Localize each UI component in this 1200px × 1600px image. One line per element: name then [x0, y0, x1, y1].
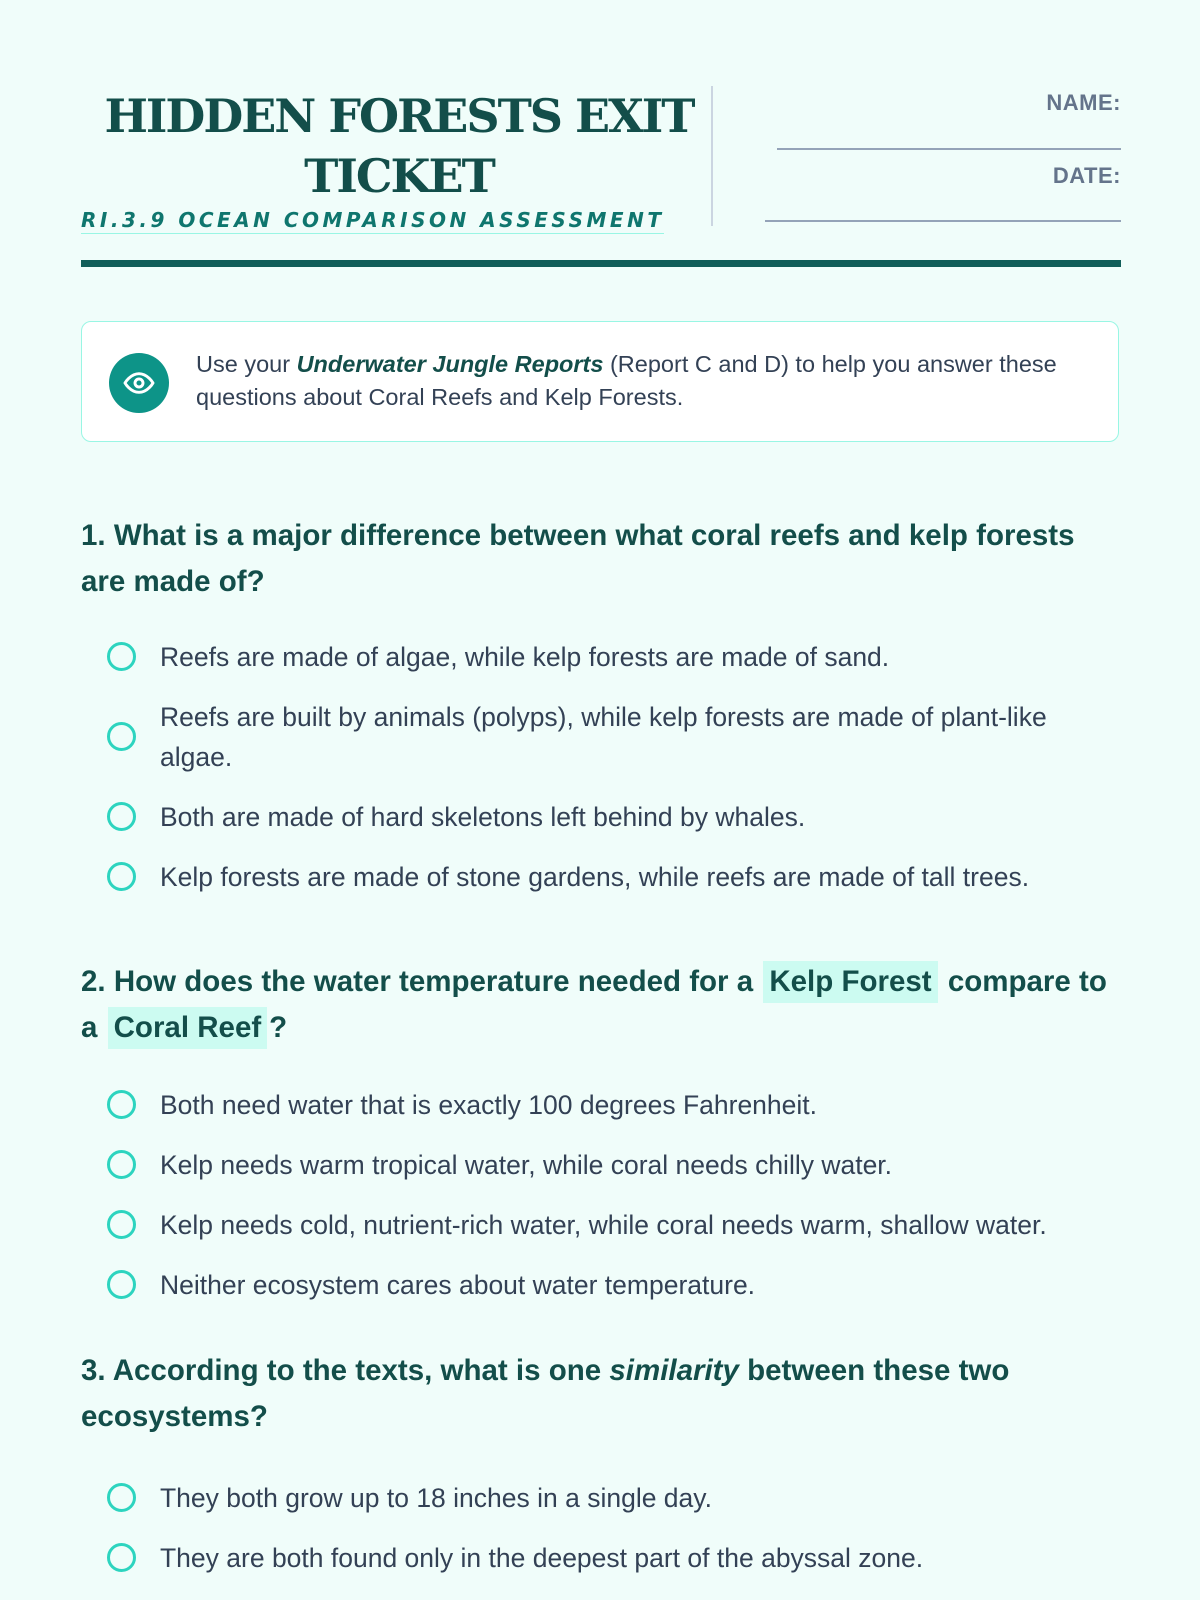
date-field-line[interactable] — [765, 220, 1121, 222]
answer-option-text: Both need water that is exactly 100 degrees Fahrenheit. — [160, 1090, 818, 1120]
header-divider — [711, 86, 713, 226]
header — [81, 86, 1121, 270]
question-3 — [81, 1348, 1126, 1573]
answer-option-text: Kelp forests are made of stone gardens, while reefs are made of tall trees. — [160, 862, 1030, 892]
question-3-number: 3. — [81, 1354, 106, 1387]
question-3-prompt-end: between these two ecosystems? — [81, 1354, 1010, 1433]
question-1-prompt: What is a major difference between what coral reefs and kelp forests are made of? — [81, 519, 1075, 598]
header-rule — [81, 260, 1121, 267]
answer-option-text: Kelp needs cold, nutrient-rich water, while coral needs warm, shallow water. — [160, 1210, 1047, 1240]
instructions-text-end: (Report C and D) to help you answer these questions about Coral Reefs and Kelp Forests. — [196, 351, 1057, 410]
question-1-text — [81, 513, 1126, 605]
answer-option-text: Reefs are made of algae, while kelp forests are made of sand. — [160, 642, 890, 672]
radio-button[interactable] — [107, 722, 136, 751]
question-3-text — [81, 1348, 1126, 1440]
radio-button[interactable] — [107, 862, 136, 891]
answer-option-text: Both are made of hard skeletons left behind by whales. — [160, 802, 806, 832]
question-2 — [81, 959, 1126, 1300]
report-title: Underwater Jungle Reports — [296, 351, 604, 377]
question-2-prompt-middle: compare to a — [81, 965, 1107, 1044]
instructions-text — [196, 348, 1096, 414]
name-label: NAME: — [1046, 90, 1121, 115]
radio-button[interactable] — [107, 1483, 136, 1512]
page-subtitle: RI.3.9 OCEAN COMPARISON ASSESSMENT — [81, 208, 665, 232]
kelp-forest-highlight: Kelp Forest — [763, 961, 937, 1003]
question-2-text — [81, 959, 1126, 1051]
radio-button[interactable] — [107, 1543, 136, 1572]
page-title: HIDDEN FORESTS EXIT TICKET — [104, 89, 694, 203]
question-1 — [81, 513, 1126, 892]
question-2-prompt-start: How does the water temperature needed for a — [113, 965, 754, 998]
coral-reef-highlight: Coral Reef — [108, 1007, 268, 1049]
question-3-prompt-start: According to the texts, what is one — [112, 1354, 602, 1387]
instructions-text-start: Use your — [196, 351, 297, 377]
question-2-number: 2. — [81, 965, 106, 998]
answer-option-text: Kelp needs warm tropical water, while coral needs chilly water. — [160, 1150, 893, 1180]
instructions-box — [81, 321, 1119, 442]
radio-button[interactable] — [107, 1210, 136, 1239]
question-1-number: 1. — [81, 519, 106, 552]
answer-option-text: Reefs are built by animals (polyps), while kelp forests are made of plant-like algae. — [160, 702, 1047, 772]
answer-option-text: Neither ecosystem cares about water temperature. — [160, 1270, 756, 1300]
name-field-line[interactable] — [777, 148, 1121, 150]
similarity-emphasis: similarity — [609, 1354, 739, 1387]
radio-button[interactable] — [107, 642, 136, 671]
answer-option-text: They both grow up to 18 inches in a single day. — [160, 1483, 712, 1513]
date-label: DATE: — [1052, 163, 1121, 188]
question-2-prompt-end: ? — [269, 1011, 288, 1044]
title-block — [81, 86, 717, 234]
radio-button[interactable] — [107, 802, 136, 831]
radio-button[interactable] — [107, 1150, 136, 1179]
radio-button[interactable] — [107, 1090, 136, 1119]
answer-option-text: They are both found only in the deepest part of the abyssal zone. — [160, 1543, 924, 1573]
radio-button[interactable] — [107, 1270, 136, 1299]
eye-icon — [109, 353, 169, 413]
